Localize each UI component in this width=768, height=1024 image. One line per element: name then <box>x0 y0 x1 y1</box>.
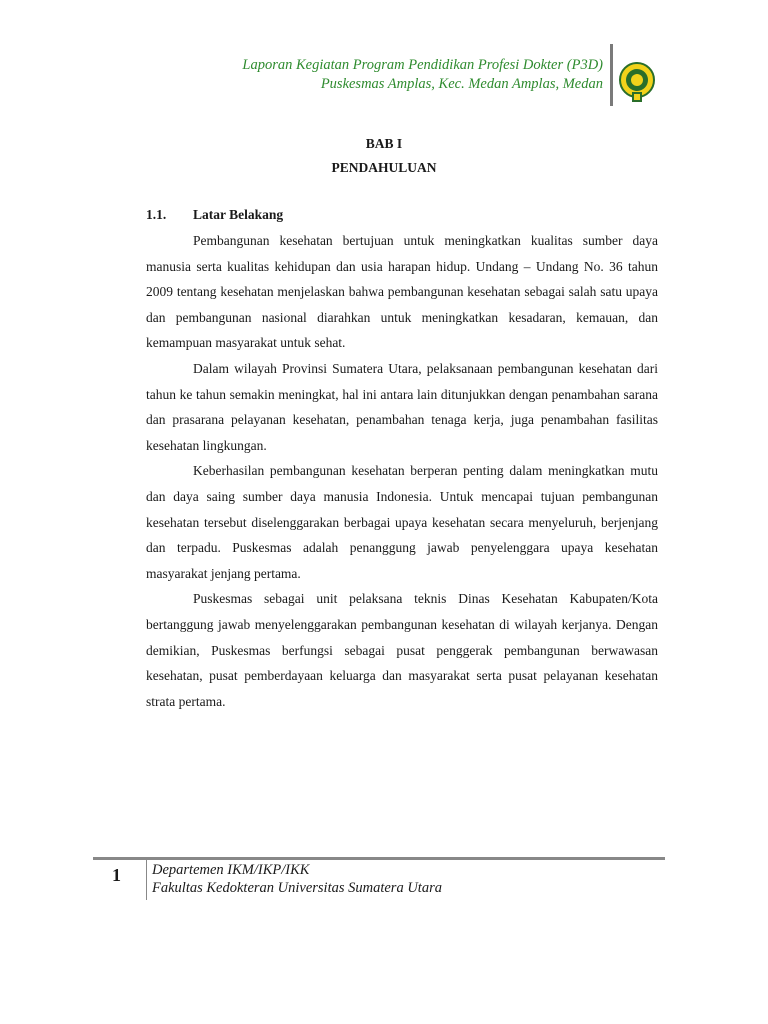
paragraph: Keberhasilan pembangunan kesehatan berperan penting dalam meningkatkan mutu dan daya saing sumber daya manusia Indonesia. Untuk mencapai tujuan pembangunan kesehatan tersebut diselenggarakan berbagai upaya kesehatan secara menyeluruh, berjenjang dan terpadu. Puskesmas adalah penanggung jawab penyelenggara upaya kesehatan masyarakat jenjang pertama. <box>146 463 658 581</box>
body-text <box>146 228 658 714</box>
paragraph: Puskesmas sebagai unit pelaksana teknis Dinas Kesehatan Kabupaten/Kota bertanggung jawab menyelenggarakan pembangunan kesehatan di wilayah kerjanya. Dengan demikian, Puskesmas berfungsi sebagai pusat penggerak pembangunan berwawasan kesehatan, pusat pemberdayaan keluarga dan masyarakat serta pusat pelayanan kesehatan strata pertama. <box>146 591 658 709</box>
header-divider <box>610 44 613 106</box>
page-header <box>242 56 603 94</box>
header-line-2: Puskesmas Amplas, Kec. Medan Amplas, Medan <box>320 76 603 92</box>
paragraph: Pembangunan kesehatan bertujuan untuk meningkatkan kualitas sumber daya manusia serta kualitas kehidupan dan usia harapan hidup. Undang – Undang No. 36 tahun 2009 tentang kesehatan menjelaskan bahwa pembangunan kesehatan sebagai salah satu upaya dan pembangunan nasional diarahkan untuk meningkatkan kesadaran, kemauan, dan kemampuan masyarakat untuk sehat. <box>146 233 658 351</box>
header-line-1: Laporan Kegiatan Program Pendidikan Profesi Dokter (P3D) <box>242 57 603 73</box>
footer-divider <box>93 857 665 860</box>
section-heading <box>146 207 283 223</box>
page-footer <box>152 861 442 897</box>
section-title: Latar Belakang <box>193 207 284 222</box>
footer-line-2: Fakultas Kedokteran Universitas Sumatera Utara <box>152 880 442 896</box>
page-number: 1 <box>112 865 121 885</box>
chapter-title: PENDAHULUAN <box>331 160 437 175</box>
paragraph: Dalam wilayah Provinsi Sumatera Utara, pelaksanaan pembangunan kesehatan dari tahun ke tahun semakin meningkat, hal ini antara lain ditunjukkan dengan penambahan sarana dan prasarana pelayanan kesehatan, penambahan tenaga kerja, juga penambahan fasilitas kesehatan lingkungan. <box>146 360 658 453</box>
footer-line-1: Departemen IKM/IKP/IKK <box>152 862 310 878</box>
university-logo-icon <box>618 60 656 104</box>
section-number: 1.1. <box>146 207 167 222</box>
chapter-number: BAB I <box>365 136 403 151</box>
footer-vertical-divider <box>146 860 147 900</box>
